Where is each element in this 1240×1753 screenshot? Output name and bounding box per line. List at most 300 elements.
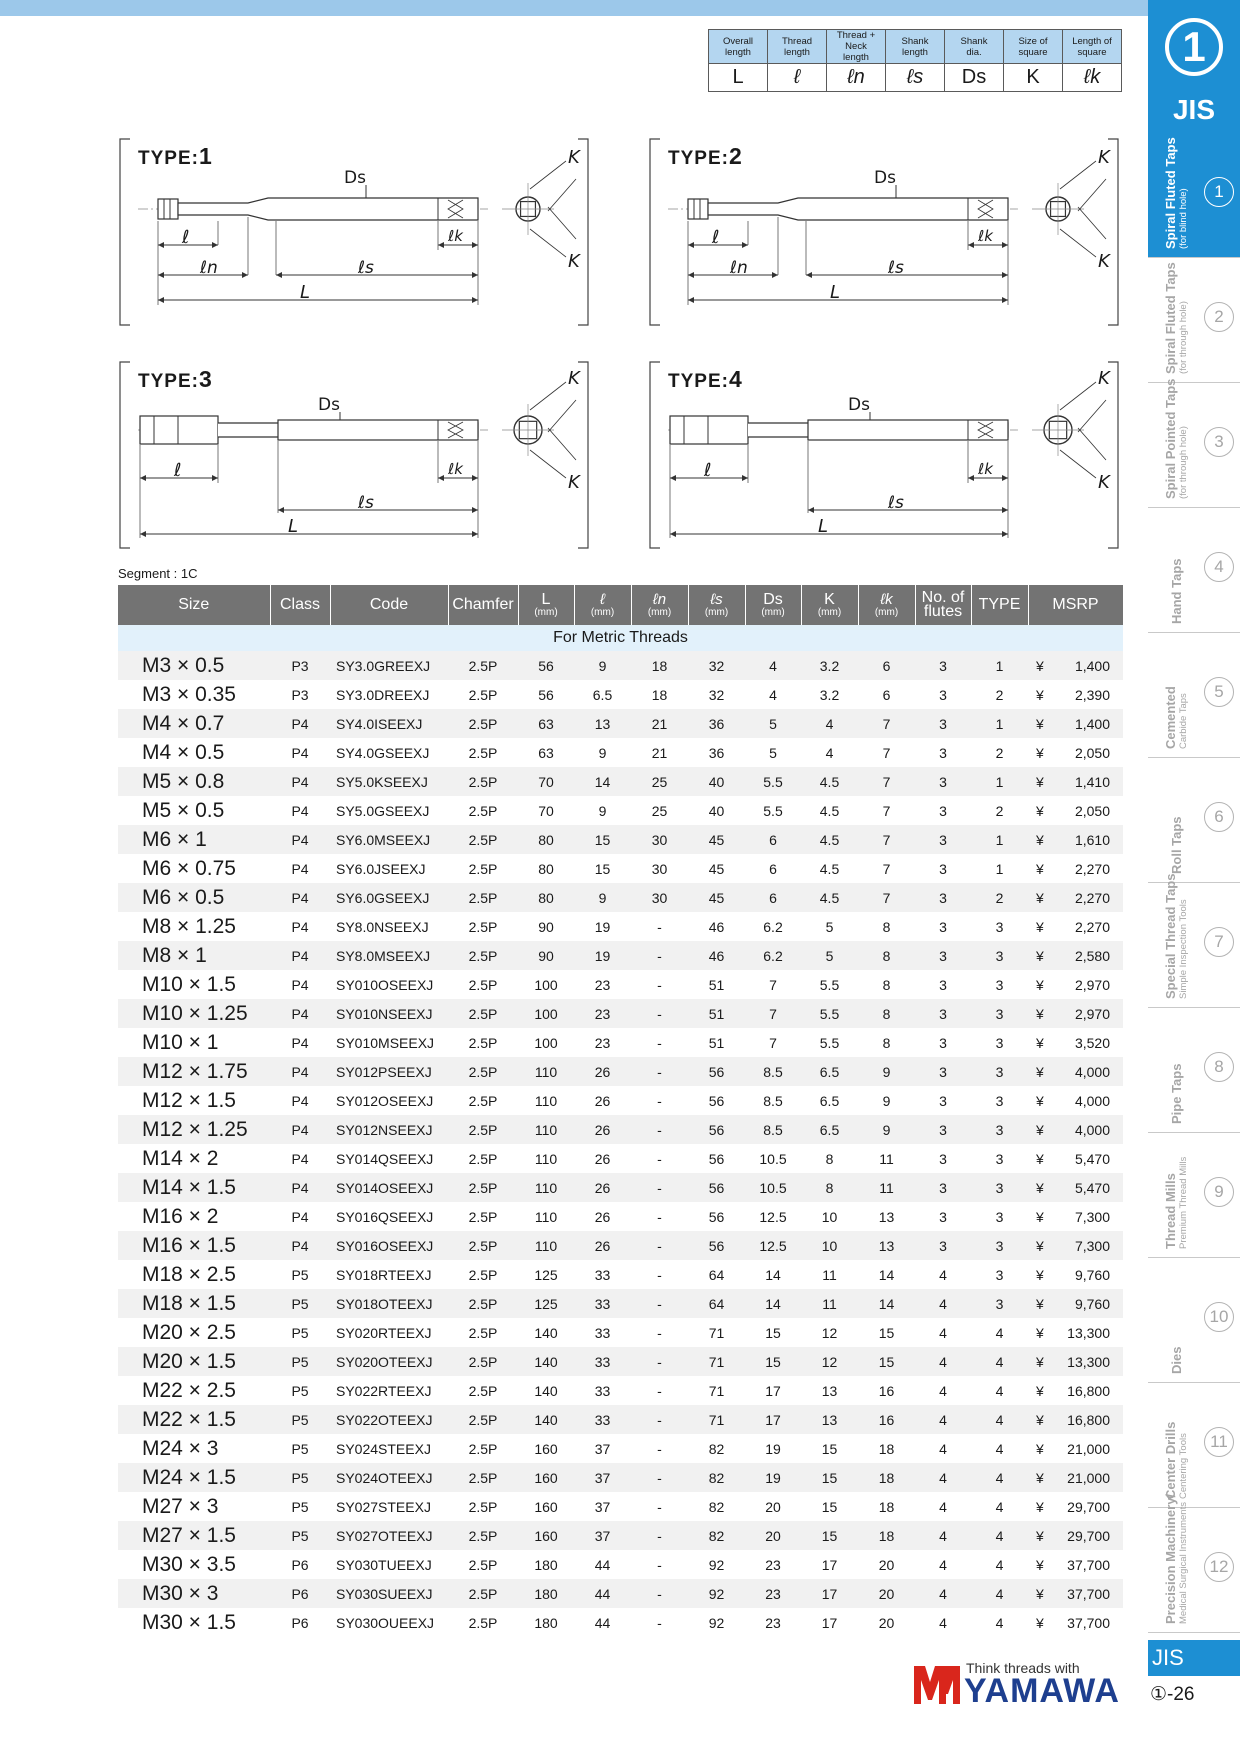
table-row [118,1144,1123,1173]
sidebar-item-number: 5 [1204,677,1234,707]
tap-type-2-diagram [648,135,1123,335]
cell-class: P5 [291,1266,309,1283]
cell-thread-length: 37 [574,1521,631,1550]
cell-square-length: 11 [879,1150,894,1167]
table-row [118,651,1123,680]
sidebar-item-4[interactable] [1148,508,1240,633]
cell-square-length: 13 [878,1208,895,1225]
currency-symbol: ¥ [1036,1208,1044,1225]
cell-chamfer: 2.5P [448,1289,518,1318]
cell-shank-length: 92 [688,1579,745,1608]
logo-tagline: Think threads with [966,1660,1080,1676]
chapter-number: 1 [1165,18,1223,76]
table-row [118,738,1123,767]
price-amount: 4,000 [1074,1063,1110,1080]
cell-size: M3 × 0.35 [142,682,236,706]
sidebar-item-3[interactable] [1148,378,1240,508]
table-row [118,1057,1123,1086]
header-ln-symbol: ℓn [652,590,667,608]
cell-neck-length: 18 [631,651,688,680]
cell-chamfer: 2.5P [448,767,518,796]
cell-code: SY010NSEEXJ [330,999,448,1028]
frame-right [578,362,588,548]
cell-msrp [1028,1057,1123,1086]
cell-shank-dia: 8.5 [745,1057,801,1086]
cell-class: P3 [270,651,330,680]
cell-shank-dia: 7 [745,999,801,1028]
legend-symbol: ℓs [886,64,945,92]
cell-square-length: 13 [858,1231,915,1260]
currency-symbol: ¥ [1036,1469,1044,1486]
header-type: TYPE [971,585,1028,625]
cell-shank-length: 56 [688,1173,745,1202]
header-msrp: MSRP [1028,585,1123,625]
cell-flutes: 3 [939,918,947,935]
sidebar-item-6[interactable] [1148,758,1240,883]
sidebar-item-7[interactable] [1148,873,1240,1008]
cell-overall-length: 56 [538,686,554,703]
cell-thread-length: 37 [574,1463,631,1492]
legend-header-line: length [843,52,869,63]
cell-size: M6 × 0.5 [118,883,270,912]
cell-thread-length: 9 [598,802,607,819]
sidebar-item-title: Cemented [1162,686,1178,749]
cell-type: 4 [995,1382,1004,1399]
header-lk [858,585,915,625]
price-amount: 2,390 [1074,686,1110,703]
cell-msrp [1028,1463,1123,1492]
dimension-legend [708,29,1122,92]
cell-size: M10 × 1.5 [142,972,236,996]
cell-chamfer: 2.5P [448,1231,518,1260]
header-l-symbol: ℓ [600,590,605,608]
cell-chamfer: 2.5P [448,1579,518,1608]
price-amount: 13,300 [1067,1353,1110,1370]
header-class: Class [270,585,330,625]
header-unit: (mm) [874,606,899,618]
cell-size: M27 × 3 [142,1494,219,1518]
cell-chamfer: 2.5P [468,918,498,935]
currency-symbol: ¥ [1036,802,1044,819]
cell-neck-length: 21 [651,744,668,761]
cell-shank-dia: 6.2 [745,941,801,970]
table-row [118,999,1123,1028]
cell-type: 1 [971,825,1028,854]
type-number: 4 [728,366,743,392]
header-code: Code [330,585,448,625]
cell-chamfer: 2.5P [448,825,518,854]
cell-code: SY027OTEEXJ [330,1521,448,1550]
cell-square-size: 8 [825,1150,834,1167]
tap-type-3-diagram [118,358,593,558]
cell-flutes: 3 [939,860,947,877]
price-amount: 2,050 [1074,802,1110,819]
cell-type: 3 [971,941,1028,970]
cell-thread-length: 26 [574,1057,631,1086]
cell-thread-length: 44 [594,1614,611,1631]
cell-code: SY022RTEEXJ [336,1382,432,1399]
sidebar-item-12[interactable] [1148,1493,1240,1633]
legend-header-line: Overall [722,35,754,47]
cell-class: P4 [291,744,309,761]
cell-size: M5 × 0.5 [142,798,225,822]
cell-thread-length: 6.5 [592,686,613,703]
sidebar-item-number: 9 [1204,1177,1234,1207]
dim-square-size: K [568,251,580,272]
price-amount: 2,270 [1074,860,1110,877]
cell-type: 3 [995,1208,1004,1225]
cell-neck-length: 18 [651,686,668,703]
cell-neck-length: - [631,941,688,970]
cell-square-size: 6.5 [801,1115,858,1144]
cell-shank-dia: 10.5 [745,1173,801,1202]
sidebar-item-number: 6 [1204,802,1234,832]
cell-square-length: 9 [858,1057,915,1086]
cell-type: 4 [995,1324,1004,1341]
dim-neck-length: ℓn [200,258,218,278]
cell-square-length: 18 [878,1440,895,1457]
sidebar-item-10[interactable] [1148,1258,1240,1383]
cell-thread-length: 33 [594,1324,611,1341]
cell-thread-length: 26 [594,1208,611,1225]
cell-type: 3 [971,1057,1028,1086]
cell-msrp [1028,1376,1123,1405]
cell-code: SY6.0GSEEXJ [330,883,448,912]
cell-msrp [1028,1260,1123,1289]
cell-overall-length: 160 [534,1440,558,1457]
cell-code: SY024STEEXJ [336,1440,431,1457]
legend-header [1004,30,1063,64]
cell-neck-length: - [657,1556,662,1573]
sidebar-item-title: Pipe Taps [1168,1063,1184,1124]
cell-chamfer: 2.5P [468,1614,498,1631]
cell-shank-length: 32 [708,686,725,703]
cell-chamfer: 2.5P [448,941,518,970]
cell-msrp [1028,1347,1123,1376]
cell-square-length: 15 [858,1347,915,1376]
price-amount: 1,410 [1074,773,1110,790]
cell-shank-length: 51 [688,999,745,1028]
cell-flutes: 3 [915,709,971,738]
footer-standard-label: JIS [1148,1640,1240,1676]
price-amount: 2,580 [1074,947,1110,964]
cell-msrp [1028,1579,1123,1608]
cell-square-size: 5.5 [801,999,858,1028]
cell-type: 3 [995,1266,1004,1283]
header-L [518,585,574,625]
cell-square-length: 6 [882,686,891,703]
cell-type: 4 [971,1347,1028,1376]
cell-chamfer: 2.5P [468,1034,498,1051]
cell-square-size: 5.5 [819,1034,840,1051]
cell-neck-length: - [657,976,662,993]
price-amount: 2,270 [1074,889,1110,906]
cell-shank-dia: 6 [769,860,777,877]
cell-overall-length: 180 [534,1614,558,1631]
price-amount: 9,760 [1074,1266,1110,1283]
sidebar-item-2[interactable] [1148,258,1240,383]
cell-square-size: 17 [821,1556,838,1573]
chapter-standard: JIS [1172,94,1216,125]
cell-overall-length: 70 [518,767,574,796]
cell-square-size: 5 [825,918,834,935]
cell-shank-dia: 23 [765,1614,781,1631]
table-row [118,1231,1123,1260]
cell-msrp [1028,970,1123,999]
cell-shank-length: 36 [708,744,725,761]
cell-shank-length: 36 [688,709,745,738]
cell-type: 4 [995,1556,1004,1573]
currency-symbol: ¥ [1036,1063,1044,1080]
cell-type: 3 [971,1231,1028,1260]
cell-square-size: 10 [801,1231,858,1260]
sidebar-item-subtitle: Premium Thread Mills [1177,1156,1189,1249]
cell-thread-length: 26 [574,1231,631,1260]
cell-size: M6 × 0.75 [142,856,236,880]
currency-symbol: ¥ [1036,1614,1044,1631]
sidebar-item-5[interactable] [1148,633,1240,758]
cell-neck-length: - [657,1382,662,1399]
page-number: ①-26 [1150,1684,1195,1705]
cell-type: 3 [995,1150,1004,1167]
cell-size: M10 × 1.25 [118,999,270,1028]
cell-msrp [1028,1550,1123,1579]
cell-class: P4 [270,1115,330,1144]
cell-code: SY027STEEXJ [336,1498,431,1515]
cell-thread-length: 9 [574,651,631,680]
cell-square-length: 15 [878,1324,895,1341]
cell-thread-length: 44 [574,1579,631,1608]
cell-flutes: 3 [939,976,947,993]
price-amount: 5,470 [1074,1179,1110,1196]
table-row [118,1173,1123,1202]
cell-square-length: 20 [858,1579,915,1608]
legend-header-line: Size of [1018,35,1048,47]
cell-shank-dia: 7 [769,1034,777,1051]
cell-chamfer: 2.5P [468,1382,498,1399]
table-row [118,970,1123,999]
cell-code: SY012OSEEXJ [336,1092,434,1109]
dim-shank-length: ℓs [358,493,374,513]
cell-square-size: 4.5 [801,767,858,796]
cell-overall-length: 70 [538,802,554,819]
cell-type: 4 [971,1579,1028,1608]
sidebar-item-11[interactable] [1148,1383,1240,1508]
currency-symbol: ¥ [1036,1005,1044,1022]
cell-size: M30 × 1.5 [142,1610,236,1634]
header-K [801,585,858,625]
cell-shank-dia: 5 [769,744,777,761]
dim-square-length: ℓk [978,227,993,245]
price-amount: 2,050 [1074,744,1110,761]
cell-class: P4 [270,999,330,1028]
yamawa-mark-icon [912,1660,962,1708]
cell-type: 2 [971,883,1028,912]
cell-overall-length: 56 [518,651,574,680]
cell-msrp [1028,738,1123,767]
price-amount: 21,000 [1067,1469,1110,1486]
cell-shank-length: 40 [688,767,745,796]
dim-shank-dia: Ds [344,168,366,188]
cell-size: M18 × 1.5 [118,1289,270,1318]
cell-overall-length: 90 [518,941,574,970]
cell-overall-length: 180 [534,1556,558,1573]
cell-neck-length: - [657,1614,662,1631]
cell-square-length: 9 [882,1092,891,1109]
cell-type: 3 [995,1092,1004,1109]
cell-chamfer: 2.5P [448,1115,518,1144]
cell-neck-length: 30 [631,883,688,912]
sidebar-item-subtitle: Simple Inspection Tools [1177,899,1189,999]
cell-chamfer: 2.5P [448,883,518,912]
cell-overall-length: 140 [534,1382,558,1399]
dim-neck-length: ℓn [730,258,748,278]
cell-class: P5 [270,1405,330,1434]
currency-symbol: ¥ [1036,1382,1044,1399]
cell-thread-length: 15 [594,860,611,877]
cell-flutes: 4 [915,1463,971,1492]
cell-type: 3 [995,918,1004,935]
cell-class: P4 [291,802,309,819]
cell-type: 1 [995,860,1004,877]
legend-header [886,30,945,64]
dim-overall-length: L [818,516,829,537]
cell-neck-length: - [657,1324,662,1341]
cell-code: SY010MSEEXJ [336,1034,435,1051]
cell-size: M16 × 1.5 [118,1231,270,1260]
currency-symbol: ¥ [1036,715,1044,732]
cell-shank-dia: 8.5 [763,1092,783,1109]
table-row [118,941,1123,970]
cell-square-size: 11 [822,1266,837,1283]
cell-overall-length: 160 [518,1463,574,1492]
cell-shank-length: 82 [688,1521,745,1550]
cell-thread-length: 19 [594,918,611,935]
cell-shank-length: 71 [688,1347,745,1376]
cell-shank-dia: 17 [765,1382,781,1399]
sidebar-item-number: 3 [1204,427,1234,457]
cell-msrp [1028,1028,1123,1057]
cell-overall-length: 100 [534,1034,558,1051]
cell-square-size: 8 [801,1173,858,1202]
cell-overall-length: 140 [534,1324,558,1341]
chapter-sidebar [1148,0,1240,1753]
cell-square-size: 6.5 [801,1057,858,1086]
currency-symbol: ¥ [1036,1295,1044,1312]
cell-type: 4 [995,1440,1004,1457]
price-amount: 7,300 [1074,1208,1110,1225]
sidebar-item-title: Spiral Pointed Taps [1162,378,1178,499]
price-amount: 29,700 [1067,1498,1110,1515]
type-prefix: TYPE [138,371,192,392]
sidebar-item-title: Hand Taps [1168,558,1184,624]
cell-chamfer: 2.5P [448,1405,518,1434]
sidebar-item-number: 1 [1204,177,1234,207]
cell-chamfer: 2.5P [448,1057,518,1086]
type-label: TYPE:1 [138,143,213,169]
legend-header [768,30,827,64]
cell-thread-length: 33 [574,1405,631,1434]
chapter-badge [1148,0,1240,133]
dim-shank-dia: Ds [848,395,870,415]
cell-neck-length: - [657,1498,662,1515]
legend-header-line: dia. [966,46,982,58]
legend-header-line: length [725,46,751,58]
cell-class: P5 [270,1521,330,1550]
cell-square-size: 4.5 [801,825,858,854]
cell-square-size: 5 [801,941,858,970]
cell-class: P4 [270,1057,330,1086]
cell-square-length: 8 [882,976,891,993]
cell-neck-length: 30 [631,825,688,854]
table-row [118,1318,1123,1347]
cell-code: SY016QSEEXJ [336,1208,434,1225]
sidebar-item-title: Center Drills [1162,1421,1178,1499]
legend-symbol: Ds [945,64,1004,92]
sidebar-item-8[interactable] [1148,1008,1240,1133]
cell-square-size: 5.5 [819,976,840,993]
sidebar-item-1[interactable] [1148,133,1240,258]
table-row [118,1463,1123,1492]
cell-class: P5 [291,1324,309,1341]
cell-flutes: 3 [939,1034,947,1051]
cell-thread-length: 15 [574,825,631,854]
currency-symbol: ¥ [1036,1034,1044,1051]
cell-flutes: 3 [915,999,971,1028]
cell-neck-length: - [657,1208,662,1225]
sidebar-item-9[interactable] [1148,1133,1240,1258]
cell-class: P4 [291,976,309,993]
currency-symbol: ¥ [1036,1179,1044,1196]
type-number: 3 [198,366,213,392]
cell-class: P4 [291,1150,309,1167]
cell-neck-length: - [631,1463,688,1492]
cell-overall-length: 80 [518,825,574,854]
type-label: TYPE:4 [668,366,743,392]
cell-code: SY012NSEEXJ [330,1115,448,1144]
cell-thread-length: 33 [574,1347,631,1376]
cell-class: P5 [270,1347,330,1376]
cell-size: M20 × 2.5 [142,1320,236,1344]
cell-thread-length: 23 [594,1034,611,1051]
cell-class: P4 [291,1208,309,1225]
currency-symbol: ¥ [1036,976,1044,993]
cell-type: 2 [995,744,1004,761]
cell-square-size: 15 [801,1521,858,1550]
dim-overall-length: L [288,516,299,537]
cell-neck-length: 21 [631,709,688,738]
sidebar-item-number: 12 [1204,1552,1234,1582]
cell-shank-length: 64 [708,1266,725,1283]
legend-header [945,30,1004,64]
frame-left [120,362,130,548]
cell-thread-length: 26 [574,1173,631,1202]
cell-overall-length: 110 [518,1173,574,1202]
currency-symbol: ¥ [1036,1440,1044,1457]
header-size: Size [118,585,270,625]
dim-square-size: K [1098,368,1110,389]
cell-thread-length: 9 [598,744,607,761]
cell-class: P4 [270,883,330,912]
type-number: 1 [198,143,213,169]
cell-overall-length: 110 [518,1115,574,1144]
table-row [118,1492,1123,1521]
cell-chamfer: 2.5P [468,1266,498,1283]
cell-class: P4 [291,1034,309,1051]
type-prefix: TYPE [668,148,722,169]
dim-thread-length: ℓ [712,227,720,248]
cell-msrp [1028,1289,1123,1318]
